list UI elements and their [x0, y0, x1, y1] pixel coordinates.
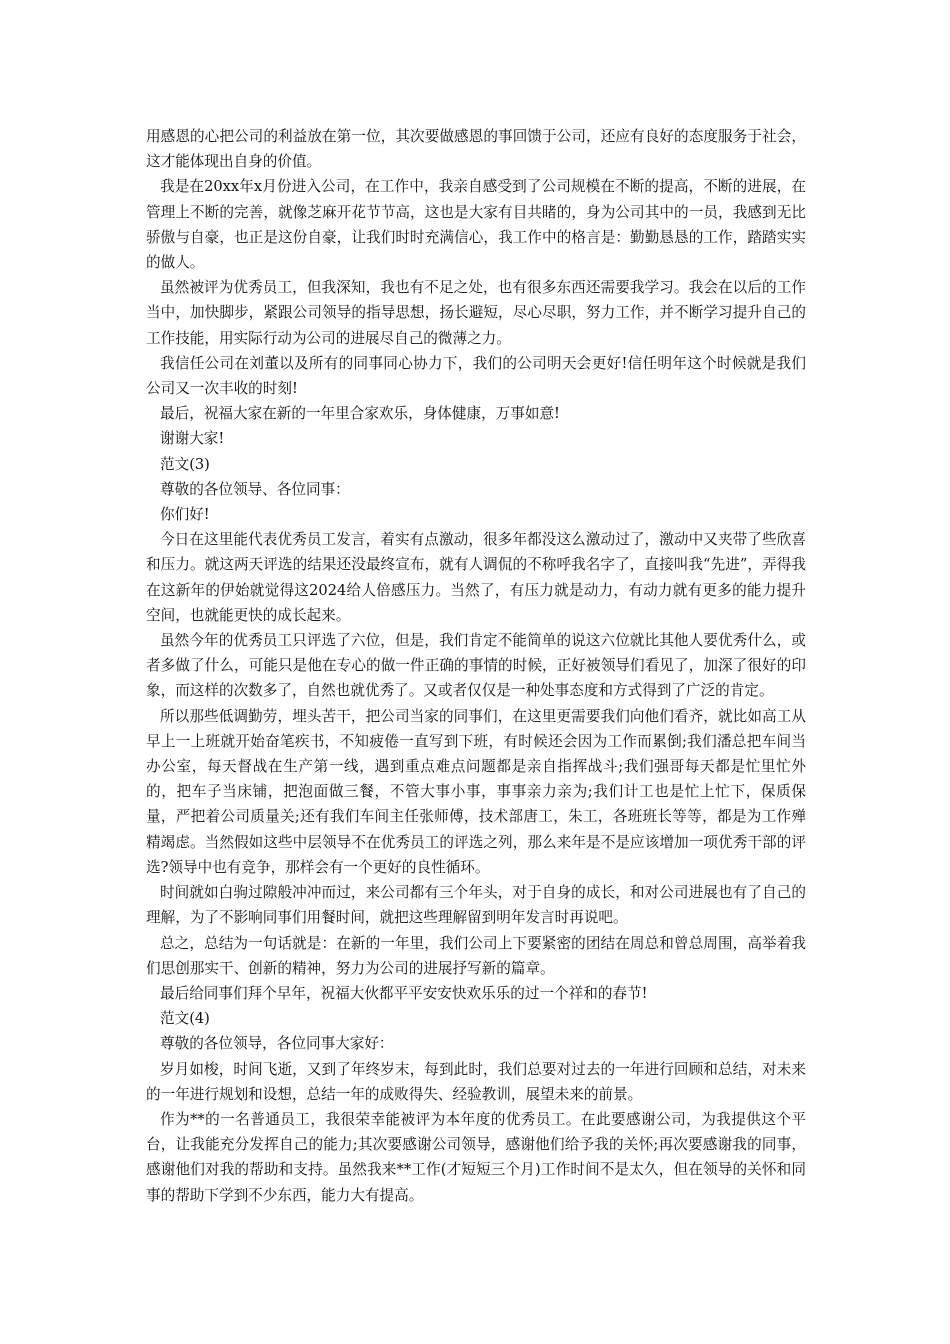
document-page	[146, 124, 806, 1208]
paragraph-wishes: 最后，祝福大家在新的一年里合家欢乐，身体健康，万事如意!	[160, 405, 560, 423]
paragraph-summary: 总之，总结为一句话就是：在新的一年里，我们公司上下要紧密的团结在周总和曾总周围，高举着我们思创那实干、创新的精神，努力为公司的进展抒写新的篇章。	[146, 934, 806, 977]
section-heading-example-4: 范文(4)	[160, 1010, 210, 1028]
paragraph-six-winners: 虽然今年的优秀员工只评选了六位，但是，我们肯定不能简单的说这六位就比其他人要优秀什么，或者多做了什么，可能只是他在专心的做一件正确的事情的时候，正好被领导们看见了，加深了很好的印象，而这样的次数多了，自然也就优秀了。又或者仅仅是一种处事态度和方式得到了广泛的肯定。	[146, 632, 806, 700]
section-heading-example-3: 范文(3)	[160, 455, 210, 473]
paragraph-trust-company: 我信任公司在刘董以及所有的同事同心协力下，我们的公司明天会更好!信任明年这个时候就是我们公司又一次丰收的时刻!	[146, 354, 806, 398]
salutation-example-4: 尊敬的各位领导，各位同事大家好：	[160, 1035, 394, 1053]
paragraph-shortcomings: 虽然被评为优秀员工，但我深知，我也有不足之处，也有很多东西还需要我学习。我会在以后的工作当中，加快脚步，紧跟公司领导的指导思想，扬长避短，尽心尽职，努力工作，并不断学习提升自己的工作技能，用实际行动为公司的进展尽自己的微薄之力。	[146, 279, 806, 347]
paragraph-time-flies: 时间就如白驹过隙般冲冲而过，来公司都有三个年头，对于自身的成长，和对公司进展也有了自己的理解，为了不影响同事们用餐时间，就把这些理解留到明年发言时再说吧。	[146, 884, 806, 927]
paragraph-hardworking-colleagues: 所以那些低调勤劳，埋头苦干，把公司当家的同事们，在这里更需要我们向他们看齐，就比如高工从早上一上班就开始奋笔疾书，不知疲倦一直写到下班，有时候还会因为工作而累倒;我们潘总把车间当办公室，每天督战在生产第一线，遇到重点难点问题都是亲自指挥战斗;我们强哥每天都是忙里忙外的，把车子当床铺，把泡面做三餐，不管大事小事，事事亲力亲为;我们计工也是忙上忙下，保质保量，严把着公司质量关;还有我们车间主任张师傅，技术部唐工，朱工，各班班长等等，都是为工作殚精竭虑。当然假如这些中层领导不在优秀员工的评选之列，那么来年是不是应该增加一项优秀干部的评选?领导中也有竞争，那样会有一个更好的良性循环。	[146, 707, 806, 876]
greeting-example-3: 你们好!	[160, 506, 210, 524]
paragraph-thanks: 谢谢大家!	[160, 430, 225, 448]
paragraph-year-end-review: 岁月如梭，时间飞逝，又到了年终岁末，每到此时，我们总要对过去的一年进行回顾和总结，对未来的一年进行规划和设想，总结一年的成败得失、经验教训，展望未来的前景。	[146, 1060, 806, 1103]
salutation-example-3: 尊敬的各位领导、各位同事：	[160, 480, 350, 498]
paragraph-new-year-greeting: 最后给同事们拜个早年，祝福大伙都平平安安快欢乐乐的过一个祥和的春节!	[160, 984, 648, 1002]
paragraph-honored-employee: 作为**的一名普通员工，我很荣幸能被评为本年度的优秀员工。在此要感谢公司，为我提供这个平台，让我能充分发挥自己的能力;其次要感谢公司领导，感谢他们给予我的关怀;再次要感谢我的同事，感谢他们对我的帮助和支持。虽然我来**工作(才短短三个月)工作时间不是太久，但在领导的关怀和同事的帮助下学到不少东西，能力大有提高。	[146, 1110, 806, 1204]
paragraph-speech-excitement: 今日在这里能代表优秀员工发言，着实有点激动，很多年都没这么激动过了，激动中又夹带了些欣喜和压力。就这两天评选的结果还没最终宣布，就有人调侃的不称呼我名字了，直接叫我“先进”，弄得我在这新年的伊始就觉得这2024给人倍感压力。当然了，有压力就是动力，有动力就有更多的能力提升空间，也就能更快的成长起来。	[146, 531, 806, 624]
paragraph-gratitude-continuation: 用感恩的心把公司的利益放在第一位，其次要做感恩的事回馈于公司，还应有良好的态度服务于社会，这才能体现出自身的价值。	[146, 128, 806, 171]
paragraph-joined-company: 我是在20xx年x月份进入公司，在工作中，我亲自感受到了公司规模在不断的提高，不断的进展，在管理上不断的完善，就像芝麻开花节节高，这也是大家有目共睹的，身为公司其中的一员，我感到无比骄傲与自豪，也正是这份自豪，让我们时时充满信心，我工作中的格言是：勤勤恳恳的工作，踏踏实实的做人。	[146, 178, 806, 272]
